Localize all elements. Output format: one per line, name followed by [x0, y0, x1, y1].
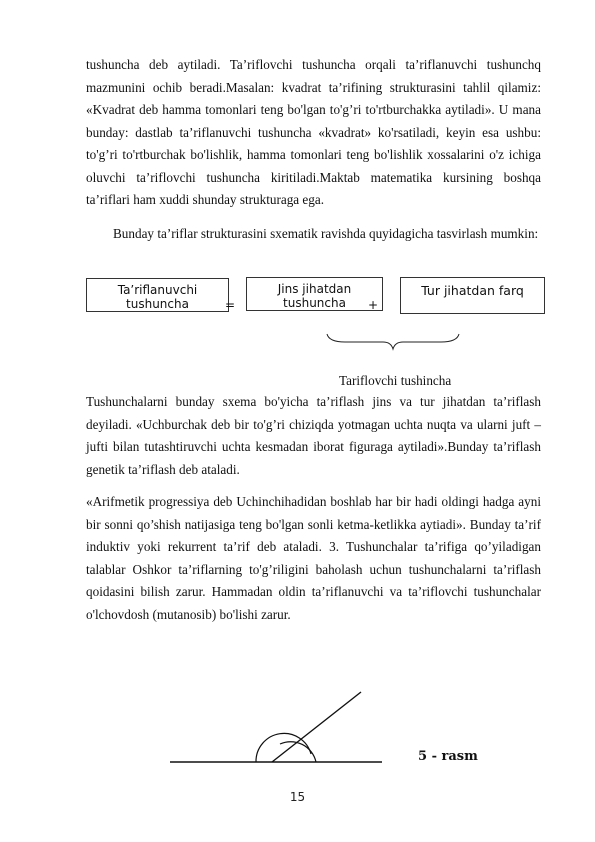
scheme-box-definiendum-label: Ta’riflanuvchi tushuncha [117, 283, 198, 311]
paragraph-3: Tushunchalarni bunday sxema bo'yicha ta’riflash jins va tur jihatdan ta’riflash deyiladi. «Uchburchak deb bir to'g’ri chiziqda yotmagan uchta nuqta va ularni juft – jufti bilan tutashtiruvchi uchta kesmadan iborat figuraga aytiladi».Bunday ta’riflash genetik ta’riflash deb ataladi. [86, 394, 541, 477]
scheme-box-genus-label: Jins jihatdan tushuncha [277, 282, 352, 310]
scheme-box-species-difference [400, 277, 545, 314]
scheme-box-species-label: Tur jihatdan farq [421, 283, 524, 298]
plus-sign: + [368, 298, 379, 312]
brace-caption: Tariflovchi tushincha [339, 373, 452, 388]
angle-figure [160, 685, 400, 770]
paragraph-1: tushuncha deb aytiladi. Ta’riflovchi tushuncha orqali ta’riflanuvchi tushunchq mazmunini ochib beradi.Masalan: kvadrat ta’rifining strukturasini tahlil qilamiz: «Kvadrat deb hamma tomonlari teng bo'lgan to'g’ri to'rtburchakka aytiladi». U mana bunday: dastlab ta’riflanuvchi tushuncha «kvadrat» ko'rsatiladi, keyin esa ushbu: to'g’ri to'rtburchak bo'lishlik, hamma tomonlari teng bo'lishlik xossalarini o'z ichiga oluvchi ta’riflovchi tushuncha kiritiladi.Maktab matematika kursining boshqa ta’riflari ham xuddi shunday strukturaga ega. [86, 57, 541, 207]
curly-brace [325, 332, 461, 352]
paragraph-2: Bunday ta’riflar strukturasini sxematik ravishda quyidagicha tasvirlash mumkin: [113, 226, 539, 241]
equals-sign: = [225, 298, 236, 312]
paragraph-4: «Arifmetik progressiya deb Uchinchihadidan boshlab har bir hadi oldingi hadga ayni bir sonni qo’shish natijasiga teng bo'lgan sonli ketma-ketlikka aytiadi». Bunday ta’rif induktiv yoki rekurrent ta’rif deb ataladi. 3. Tushunchalar ta’rifiga qo’yiladigan talablar Oshkor ta’riflarning to'g’riligini baholash uchun tushunchalarni ta’riflash qoidasini bilish zarur. Hammadan oldin ta’riflanuvchi va ta’riflovchi tushunchalar o'lchovdosh (mutanosib) bo'lishi zarur. [86, 494, 541, 622]
page-number: 15 [289, 790, 306, 804]
scheme-box-definiendum [86, 278, 229, 312]
scheme-box-genus [246, 277, 383, 311]
figure-label: 5 - rasm [418, 749, 478, 764]
